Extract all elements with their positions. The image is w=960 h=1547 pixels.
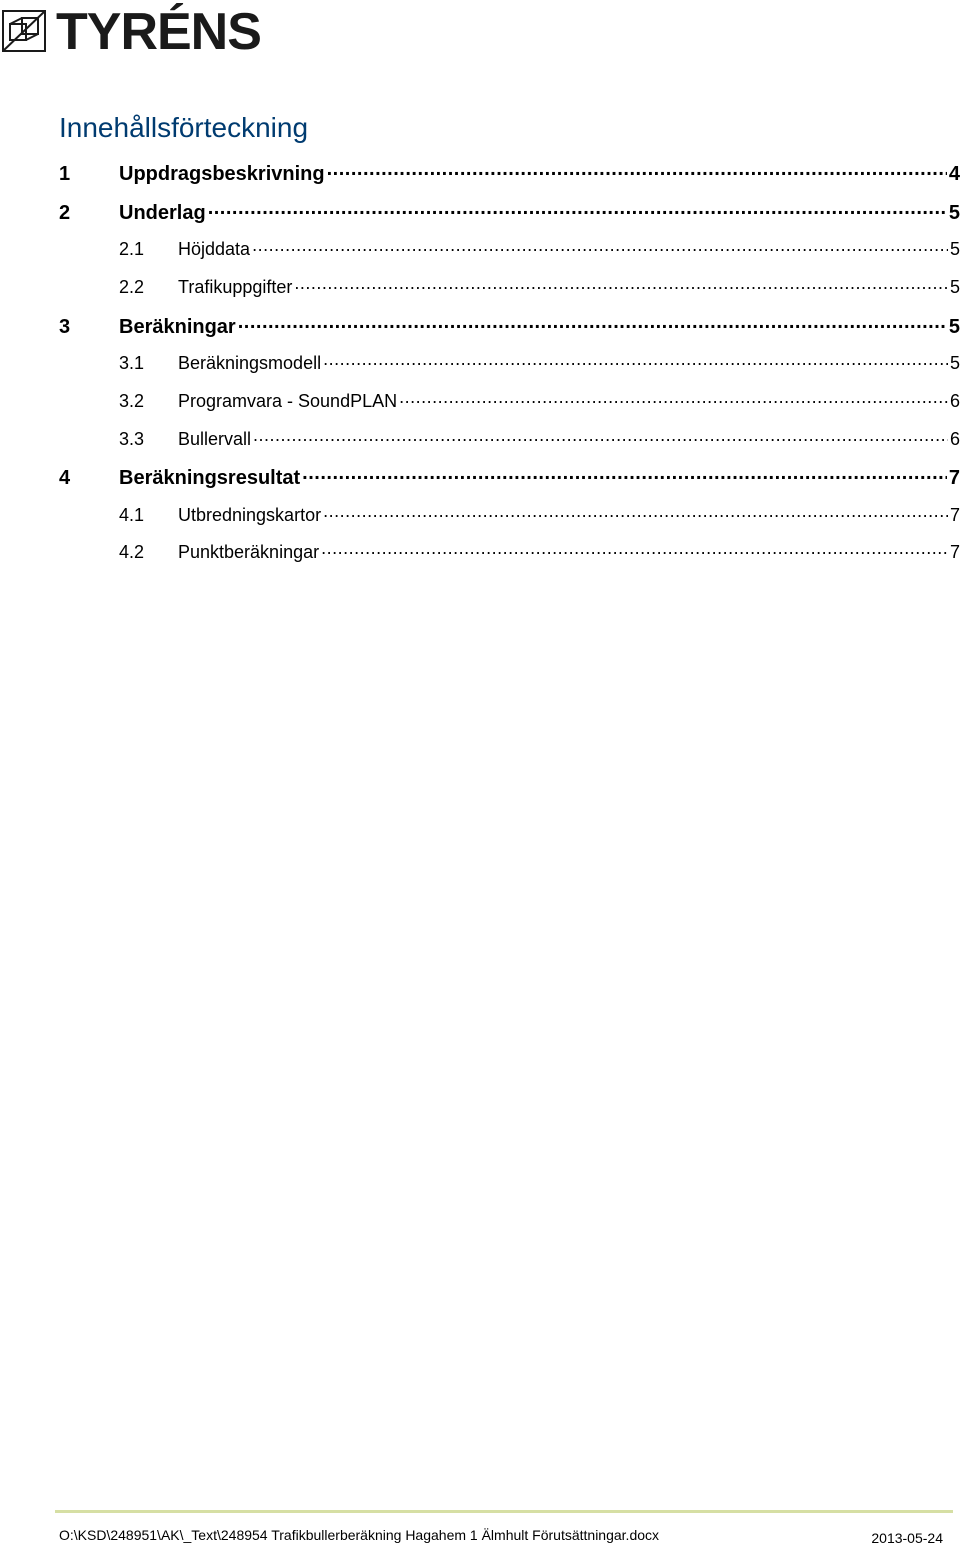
toc-entry-page: 7 <box>949 542 960 562</box>
toc-entry-page: 7 <box>949 505 960 525</box>
toc-entry-number: 3.3 <box>119 429 145 449</box>
toc-dot-leader <box>294 275 948 293</box>
toc-entry-number: 3.1 <box>119 353 145 373</box>
toc-dot-leader <box>302 464 947 484</box>
tyrens-logo <box>0 0 260 60</box>
toc-entry-label: Utbredningskartor <box>178 505 322 525</box>
toc-entry-section[interactable] <box>59 503 960 527</box>
toc-entry-chapter[interactable] <box>59 199 960 223</box>
toc-entry-label: Programvara - SoundPLAN <box>178 391 398 411</box>
footer-date: 2013-05-24 <box>871 1530 943 1546</box>
toc-entry-number: 4 <box>59 467 71 489</box>
toc-dot-leader <box>238 313 947 333</box>
toc-entry-label: Bullervall <box>178 429 252 449</box>
toc-dot-leader <box>327 160 947 180</box>
toc-entry-section[interactable] <box>59 427 960 451</box>
toc-entry-section[interactable] <box>59 351 960 375</box>
toc-entry-page: 5 <box>948 202 960 224</box>
toc-dot-leader <box>323 351 948 369</box>
toc-entry-number: 3.2 <box>119 391 145 411</box>
toc-entry-number: 2.2 <box>119 277 145 297</box>
toc-entry-section[interactable] <box>59 389 960 413</box>
toc-entry-number: 4.1 <box>119 505 145 525</box>
toc-entry-section[interactable] <box>59 275 960 299</box>
toc-entry-section[interactable] <box>59 237 960 261</box>
tyrens-logo-mark-icon <box>2 10 46 52</box>
toc-entry-label: Beräkningsmodell <box>178 353 322 373</box>
toc-entry-page: 5 <box>949 353 960 373</box>
toc-entry-page: 7 <box>948 467 960 489</box>
logo-wordmark: TYRÉNS <box>56 3 261 61</box>
toc-entry-page: 5 <box>949 277 960 297</box>
toc-dot-leader <box>208 199 947 219</box>
toc-entry-page: 5 <box>949 239 960 259</box>
toc-entry-label: Punktberäkningar <box>178 542 320 562</box>
toc-dot-leader <box>321 540 948 558</box>
toc-entry-number: 3 <box>59 316 71 338</box>
footer-divider <box>55 1510 953 1513</box>
toc-entry-number: 4.2 <box>119 542 145 562</box>
toc-entry-label: Trafikuppgifter <box>178 277 293 297</box>
toc-entry-chapter[interactable] <box>59 464 960 488</box>
toc-entry-chapter[interactable] <box>59 160 960 184</box>
toc-dot-leader <box>399 389 948 407</box>
toc-entry-label: Beräkningar <box>119 316 236 338</box>
toc-entry-chapter[interactable] <box>59 313 960 337</box>
toc-entry-section[interactable] <box>59 540 960 564</box>
toc-entry-number: 2 <box>59 202 71 224</box>
toc-entry-page: 5 <box>948 316 960 338</box>
toc-entry-page: 6 <box>949 391 960 411</box>
toc-entry-number: 1 <box>59 163 71 185</box>
footer-file-path: O:\KSD\248951\AK\_Text\248954 Trafikbullerberäkning Hagahem 1 Älmhult Förutsättningar.docx <box>59 1527 660 1543</box>
toc-entry-label: Uppdragsbeskrivning <box>119 163 325 185</box>
toc-dot-leader <box>252 237 948 255</box>
toc-entry-page: 6 <box>949 429 960 449</box>
toc-dot-leader <box>253 427 948 445</box>
toc-dot-leader <box>323 503 948 521</box>
toc-entry-number: 2.1 <box>119 239 145 259</box>
toc-title: Innehållsförteckning <box>59 112 309 143</box>
toc-entry-label: Höjddata <box>178 239 251 259</box>
toc-entry-label: Beräkningsresultat <box>119 467 301 489</box>
toc-entry-label: Underlag <box>119 202 206 224</box>
toc-entry-page: 4 <box>948 163 960 185</box>
